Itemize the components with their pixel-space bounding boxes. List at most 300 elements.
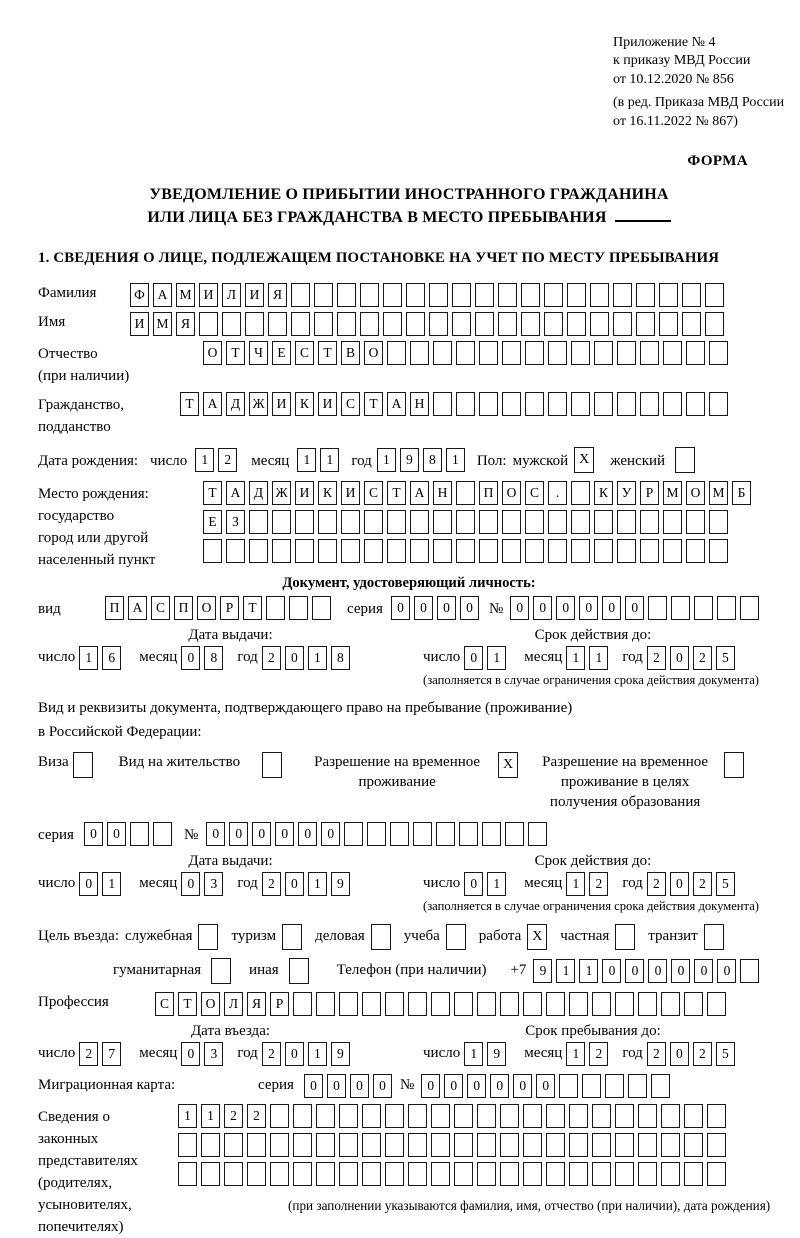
- char-cell[interactable]: О: [203, 341, 222, 365]
- char-cell[interactable]: 0: [391, 596, 410, 620]
- char-cell[interactable]: 0: [252, 822, 271, 846]
- char-cell[interactable]: 2: [589, 872, 608, 896]
- char-cell[interactable]: .: [548, 481, 567, 505]
- char-cell[interactable]: [661, 1162, 680, 1186]
- char-cell[interactable]: Н: [433, 481, 452, 505]
- char-cell[interactable]: Т: [243, 596, 262, 620]
- char-cell[interactable]: [344, 822, 363, 846]
- char-cell[interactable]: [546, 1104, 565, 1128]
- char-cell[interactable]: [479, 392, 498, 416]
- char-cell[interactable]: [293, 1133, 312, 1157]
- char-cell[interactable]: К: [295, 392, 314, 416]
- purpose-business-checkbox[interactable]: [371, 924, 391, 950]
- char-cell[interactable]: О: [197, 596, 216, 620]
- char-cell[interactable]: [617, 539, 636, 563]
- char-cell[interactable]: Ж: [272, 481, 291, 505]
- char-cell[interactable]: [224, 1162, 243, 1186]
- char-cell[interactable]: 0: [437, 596, 456, 620]
- char-cell[interactable]: Ф: [130, 283, 149, 307]
- char-cell[interactable]: [477, 1104, 496, 1128]
- char-cell[interactable]: [661, 1133, 680, 1157]
- char-cell[interactable]: [663, 392, 682, 416]
- char-cell[interactable]: [364, 510, 383, 534]
- char-cell[interactable]: [640, 341, 659, 365]
- char-cell[interactable]: [684, 1133, 703, 1157]
- char-cell[interactable]: [268, 312, 287, 336]
- char-cell[interactable]: [636, 283, 655, 307]
- purpose-official-checkbox[interactable]: [198, 924, 218, 950]
- char-cell[interactable]: 0: [275, 822, 294, 846]
- char-cell[interactable]: [594, 510, 613, 534]
- char-cell[interactable]: [686, 510, 705, 534]
- char-cell[interactable]: 0: [444, 1074, 463, 1098]
- char-cell[interactable]: [387, 510, 406, 534]
- char-cell[interactable]: Ж: [249, 392, 268, 416]
- char-cell[interactable]: [153, 822, 172, 846]
- char-cell[interactable]: Л: [224, 992, 243, 1016]
- char-cell[interactable]: [709, 539, 728, 563]
- char-cell[interactable]: [226, 539, 245, 563]
- char-cell[interactable]: [500, 1104, 519, 1128]
- char-cell[interactable]: О: [201, 992, 220, 1016]
- char-cell[interactable]: [289, 596, 308, 620]
- char-cell[interactable]: [383, 283, 402, 307]
- char-cell[interactable]: 2: [247, 1104, 266, 1128]
- char-cell[interactable]: 8: [331, 646, 350, 670]
- char-cell[interactable]: 8: [204, 646, 223, 670]
- char-cell[interactable]: [569, 1133, 588, 1157]
- char-cell[interactable]: 1: [320, 448, 339, 472]
- char-cell[interactable]: 1: [201, 1104, 220, 1128]
- char-cell[interactable]: 0: [648, 959, 667, 983]
- char-cell[interactable]: [740, 959, 759, 983]
- char-cell[interactable]: [406, 283, 425, 307]
- char-cell[interactable]: 2: [693, 872, 712, 896]
- char-cell[interactable]: 0: [285, 1042, 304, 1066]
- char-cell[interactable]: 0: [464, 872, 483, 896]
- char-cell[interactable]: 0: [536, 1074, 555, 1098]
- char-cell[interactable]: 7: [102, 1042, 121, 1066]
- char-cell[interactable]: [613, 283, 632, 307]
- char-cell[interactable]: 1: [589, 646, 608, 670]
- char-cell[interactable]: [546, 1133, 565, 1157]
- char-cell[interactable]: 0: [602, 596, 621, 620]
- char-cell[interactable]: 0: [510, 596, 529, 620]
- char-cell[interactable]: Т: [178, 992, 197, 1016]
- char-cell[interactable]: И: [341, 481, 360, 505]
- char-cell[interactable]: [339, 1104, 358, 1128]
- char-cell[interactable]: Т: [180, 392, 199, 416]
- char-cell[interactable]: [456, 481, 475, 505]
- char-cell[interactable]: [291, 283, 310, 307]
- char-cell[interactable]: [312, 596, 331, 620]
- char-cell[interactable]: 5: [716, 1042, 735, 1066]
- char-cell[interactable]: [479, 341, 498, 365]
- char-cell[interactable]: [709, 510, 728, 534]
- char-cell[interactable]: [525, 392, 544, 416]
- char-cell[interactable]: 1: [566, 646, 585, 670]
- char-cell[interactable]: [406, 312, 425, 336]
- char-cell[interactable]: 0: [579, 596, 598, 620]
- char-cell[interactable]: 3: [204, 1042, 223, 1066]
- char-cell[interactable]: [475, 312, 494, 336]
- char-cell[interactable]: 0: [670, 1042, 689, 1066]
- char-cell[interactable]: 0: [373, 1074, 392, 1098]
- char-cell[interactable]: [293, 992, 312, 1016]
- char-cell[interactable]: [454, 1104, 473, 1128]
- char-cell[interactable]: С: [295, 341, 314, 365]
- char-cell[interactable]: Б: [732, 481, 751, 505]
- char-cell[interactable]: 2: [589, 1042, 608, 1066]
- char-cell[interactable]: П: [105, 596, 124, 620]
- purpose-work-checkbox[interactable]: X: [527, 924, 547, 950]
- char-cell[interactable]: 2: [647, 646, 666, 670]
- char-cell[interactable]: 0: [229, 822, 248, 846]
- char-cell[interactable]: [590, 312, 609, 336]
- char-cell[interactable]: И: [272, 392, 291, 416]
- char-cell[interactable]: [459, 822, 478, 846]
- char-cell[interactable]: 0: [304, 1074, 323, 1098]
- char-cell[interactable]: [686, 392, 705, 416]
- char-cell[interactable]: 2: [79, 1042, 98, 1066]
- char-cell[interactable]: [707, 1162, 726, 1186]
- char-cell[interactable]: [567, 283, 586, 307]
- char-cell[interactable]: 0: [533, 596, 552, 620]
- char-cell[interactable]: [272, 539, 291, 563]
- char-cell[interactable]: 8: [423, 448, 442, 472]
- char-cell[interactable]: [456, 392, 475, 416]
- char-cell[interactable]: 0: [556, 596, 575, 620]
- char-cell[interactable]: [500, 1133, 519, 1157]
- char-cell[interactable]: 0: [181, 872, 200, 896]
- char-cell[interactable]: [615, 1162, 634, 1186]
- char-cell[interactable]: [318, 539, 337, 563]
- char-cell[interactable]: [525, 341, 544, 365]
- char-cell[interactable]: 9: [487, 1042, 506, 1066]
- char-cell[interactable]: С: [364, 481, 383, 505]
- char-cell[interactable]: [475, 283, 494, 307]
- char-cell[interactable]: З: [226, 510, 245, 534]
- char-cell[interactable]: [339, 1133, 358, 1157]
- char-cell[interactable]: [316, 1133, 335, 1157]
- char-cell[interactable]: 0: [464, 646, 483, 670]
- char-cell[interactable]: [605, 1074, 624, 1098]
- char-cell[interactable]: [617, 341, 636, 365]
- char-cell[interactable]: 2: [262, 872, 281, 896]
- char-cell[interactable]: [270, 1133, 289, 1157]
- char-cell[interactable]: [431, 1133, 450, 1157]
- char-cell[interactable]: Е: [203, 510, 222, 534]
- char-cell[interactable]: У: [617, 481, 636, 505]
- visa-checkbox[interactable]: [73, 752, 93, 778]
- char-cell[interactable]: [201, 1162, 220, 1186]
- char-cell[interactable]: [594, 539, 613, 563]
- char-cell[interactable]: [640, 392, 659, 416]
- char-cell[interactable]: 1: [464, 1042, 483, 1066]
- char-cell[interactable]: И: [245, 283, 264, 307]
- char-cell[interactable]: 0: [490, 1074, 509, 1098]
- char-cell[interactable]: [617, 392, 636, 416]
- char-cell[interactable]: [293, 1162, 312, 1186]
- sex-female-checkbox[interactable]: [675, 447, 695, 473]
- char-cell[interactable]: [663, 539, 682, 563]
- char-cell[interactable]: 9: [533, 959, 552, 983]
- char-cell[interactable]: 0: [513, 1074, 532, 1098]
- char-cell[interactable]: [454, 1133, 473, 1157]
- char-cell[interactable]: [636, 312, 655, 336]
- char-cell[interactable]: [367, 822, 386, 846]
- purpose-private-checkbox[interactable]: [615, 924, 635, 950]
- char-cell[interactable]: [410, 510, 429, 534]
- char-cell[interactable]: [571, 539, 590, 563]
- char-cell[interactable]: 0: [327, 1074, 346, 1098]
- char-cell[interactable]: [385, 1133, 404, 1157]
- char-cell[interactable]: [429, 312, 448, 336]
- char-cell[interactable]: О: [686, 481, 705, 505]
- char-cell[interactable]: [130, 822, 149, 846]
- residence-permit-checkbox[interactable]: [262, 752, 282, 778]
- char-cell[interactable]: [433, 539, 452, 563]
- char-cell[interactable]: Р: [270, 992, 289, 1016]
- char-cell[interactable]: [707, 992, 726, 1016]
- char-cell[interactable]: К: [318, 481, 337, 505]
- char-cell[interactable]: [638, 992, 657, 1016]
- char-cell[interactable]: [362, 992, 381, 1016]
- char-cell[interactable]: И: [318, 392, 337, 416]
- char-cell[interactable]: [651, 1074, 670, 1098]
- char-cell[interactable]: [502, 341, 521, 365]
- char-cell[interactable]: 0: [107, 822, 126, 846]
- char-cell[interactable]: [544, 312, 563, 336]
- char-cell[interactable]: Д: [226, 392, 245, 416]
- char-cell[interactable]: [429, 283, 448, 307]
- char-cell[interactable]: [362, 1133, 381, 1157]
- char-cell[interactable]: [567, 312, 586, 336]
- purpose-transit-checkbox[interactable]: [704, 924, 724, 950]
- char-cell[interactable]: [502, 392, 521, 416]
- char-cell[interactable]: [707, 1104, 726, 1128]
- char-cell[interactable]: 0: [298, 822, 317, 846]
- char-cell[interactable]: [582, 1074, 601, 1098]
- char-cell[interactable]: [686, 539, 705, 563]
- char-cell[interactable]: А: [203, 392, 222, 416]
- char-cell[interactable]: 0: [670, 646, 689, 670]
- char-cell[interactable]: [272, 510, 291, 534]
- char-cell[interactable]: 5: [716, 646, 735, 670]
- char-cell[interactable]: [498, 283, 517, 307]
- char-cell[interactable]: 0: [84, 822, 103, 846]
- char-cell[interactable]: 0: [467, 1074, 486, 1098]
- char-cell[interactable]: 1: [308, 872, 327, 896]
- char-cell[interactable]: [613, 312, 632, 336]
- char-cell[interactable]: [615, 1104, 634, 1128]
- char-cell[interactable]: Т: [226, 341, 245, 365]
- char-cell[interactable]: К: [594, 481, 613, 505]
- char-cell[interactable]: [684, 992, 703, 1016]
- char-cell[interactable]: [224, 1133, 243, 1157]
- char-cell[interactable]: [638, 1162, 657, 1186]
- purpose-other-checkbox[interactable]: [289, 958, 309, 984]
- char-cell[interactable]: М: [176, 283, 195, 307]
- char-cell[interactable]: [686, 341, 705, 365]
- char-cell[interactable]: [548, 539, 567, 563]
- char-cell[interactable]: 0: [625, 596, 644, 620]
- char-cell[interactable]: [617, 510, 636, 534]
- char-cell[interactable]: 0: [694, 959, 713, 983]
- char-cell[interactable]: [615, 992, 634, 1016]
- char-cell[interactable]: [659, 312, 678, 336]
- char-cell[interactable]: С: [151, 596, 170, 620]
- char-cell[interactable]: [295, 539, 314, 563]
- char-cell[interactable]: 0: [460, 596, 479, 620]
- char-cell[interactable]: [682, 312, 701, 336]
- char-cell[interactable]: 1: [377, 448, 396, 472]
- char-cell[interactable]: И: [295, 481, 314, 505]
- char-cell[interactable]: 0: [670, 872, 689, 896]
- char-cell[interactable]: [709, 341, 728, 365]
- char-cell[interactable]: [362, 1104, 381, 1128]
- char-cell[interactable]: 1: [566, 872, 585, 896]
- char-cell[interactable]: [337, 312, 356, 336]
- char-cell[interactable]: [684, 1162, 703, 1186]
- temp-residence-checkbox[interactable]: X: [498, 752, 518, 778]
- char-cell[interactable]: [571, 392, 590, 416]
- purpose-study-checkbox[interactable]: [446, 924, 466, 950]
- char-cell[interactable]: [410, 341, 429, 365]
- char-cell[interactable]: [482, 822, 501, 846]
- char-cell[interactable]: [318, 510, 337, 534]
- char-cell[interactable]: [523, 1133, 542, 1157]
- char-cell[interactable]: И: [199, 283, 218, 307]
- char-cell[interactable]: Р: [220, 596, 239, 620]
- char-cell[interactable]: А: [410, 481, 429, 505]
- char-cell[interactable]: П: [174, 596, 193, 620]
- char-cell[interactable]: [249, 510, 268, 534]
- char-cell[interactable]: [521, 312, 540, 336]
- char-cell[interactable]: [452, 283, 471, 307]
- char-cell[interactable]: А: [128, 596, 147, 620]
- char-cell[interactable]: [505, 822, 524, 846]
- char-cell[interactable]: [385, 992, 404, 1016]
- char-cell[interactable]: 1: [487, 872, 506, 896]
- char-cell[interactable]: [360, 312, 379, 336]
- char-cell[interactable]: [628, 1074, 647, 1098]
- char-cell[interactable]: [528, 822, 547, 846]
- char-cell[interactable]: [592, 1133, 611, 1157]
- char-cell[interactable]: [222, 312, 241, 336]
- char-cell[interactable]: [452, 312, 471, 336]
- char-cell[interactable]: [337, 283, 356, 307]
- char-cell[interactable]: Я: [268, 283, 287, 307]
- char-cell[interactable]: [477, 1162, 496, 1186]
- char-cell[interactable]: [362, 1162, 381, 1186]
- char-cell[interactable]: 2: [647, 872, 666, 896]
- char-cell[interactable]: 2: [262, 1042, 281, 1066]
- char-cell[interactable]: 1: [297, 448, 316, 472]
- char-cell[interactable]: [502, 510, 521, 534]
- char-cell[interactable]: Л: [222, 283, 241, 307]
- char-cell[interactable]: [546, 992, 565, 1016]
- char-cell[interactable]: [694, 596, 713, 620]
- char-cell[interactable]: [339, 992, 358, 1016]
- char-cell[interactable]: [199, 312, 218, 336]
- char-cell[interactable]: [638, 1104, 657, 1128]
- char-cell[interactable]: [295, 510, 314, 534]
- char-cell[interactable]: 1: [308, 1042, 327, 1066]
- char-cell[interactable]: [615, 1133, 634, 1157]
- char-cell[interactable]: 1: [79, 646, 98, 670]
- char-cell[interactable]: [247, 1133, 266, 1157]
- char-cell[interactable]: [571, 510, 590, 534]
- char-cell[interactable]: Н: [410, 392, 429, 416]
- char-cell[interactable]: Е: [272, 341, 291, 365]
- char-cell[interactable]: [316, 1104, 335, 1128]
- char-cell[interactable]: [293, 1104, 312, 1128]
- char-cell[interactable]: [682, 283, 701, 307]
- char-cell[interactable]: [544, 283, 563, 307]
- char-cell[interactable]: [408, 992, 427, 1016]
- char-cell[interactable]: [456, 510, 475, 534]
- char-cell[interactable]: [523, 992, 542, 1016]
- char-cell[interactable]: [316, 1162, 335, 1186]
- char-cell[interactable]: [479, 539, 498, 563]
- char-cell[interactable]: 3: [204, 872, 223, 896]
- char-cell[interactable]: [387, 341, 406, 365]
- char-cell[interactable]: 1: [566, 1042, 585, 1066]
- char-cell[interactable]: 5: [716, 872, 735, 896]
- char-cell[interactable]: [709, 392, 728, 416]
- char-cell[interactable]: 2: [262, 646, 281, 670]
- char-cell[interactable]: [341, 539, 360, 563]
- char-cell[interactable]: [705, 312, 724, 336]
- char-cell[interactable]: [477, 1133, 496, 1157]
- char-cell[interactable]: [387, 539, 406, 563]
- char-cell[interactable]: [663, 341, 682, 365]
- char-cell[interactable]: 9: [400, 448, 419, 472]
- char-cell[interactable]: [525, 539, 544, 563]
- char-cell[interactable]: [408, 1104, 427, 1128]
- char-cell[interactable]: 0: [350, 1074, 369, 1098]
- char-cell[interactable]: [249, 539, 268, 563]
- char-cell[interactable]: Т: [318, 341, 337, 365]
- char-cell[interactable]: [521, 283, 540, 307]
- char-cell[interactable]: [638, 1133, 657, 1157]
- char-cell[interactable]: [592, 1104, 611, 1128]
- char-cell[interactable]: 0: [285, 872, 304, 896]
- char-cell[interactable]: [433, 392, 452, 416]
- char-cell[interactable]: А: [387, 392, 406, 416]
- char-cell[interactable]: О: [502, 481, 521, 505]
- char-cell[interactable]: 1: [102, 872, 121, 896]
- char-cell[interactable]: [360, 283, 379, 307]
- char-cell[interactable]: 0: [414, 596, 433, 620]
- char-cell[interactable]: [431, 1162, 450, 1186]
- char-cell[interactable]: 0: [206, 822, 225, 846]
- char-cell[interactable]: 1: [487, 646, 506, 670]
- char-cell[interactable]: С: [341, 392, 360, 416]
- char-cell[interactable]: 0: [421, 1074, 440, 1098]
- char-cell[interactable]: [717, 596, 736, 620]
- char-cell[interactable]: [339, 1162, 358, 1186]
- char-cell[interactable]: [523, 1162, 542, 1186]
- char-cell[interactable]: [659, 283, 678, 307]
- char-cell[interactable]: [178, 1133, 197, 1157]
- char-cell[interactable]: [479, 510, 498, 534]
- char-cell[interactable]: [523, 1104, 542, 1128]
- char-cell[interactable]: 6: [102, 646, 121, 670]
- char-cell[interactable]: [436, 822, 455, 846]
- char-cell[interactable]: [316, 992, 335, 1016]
